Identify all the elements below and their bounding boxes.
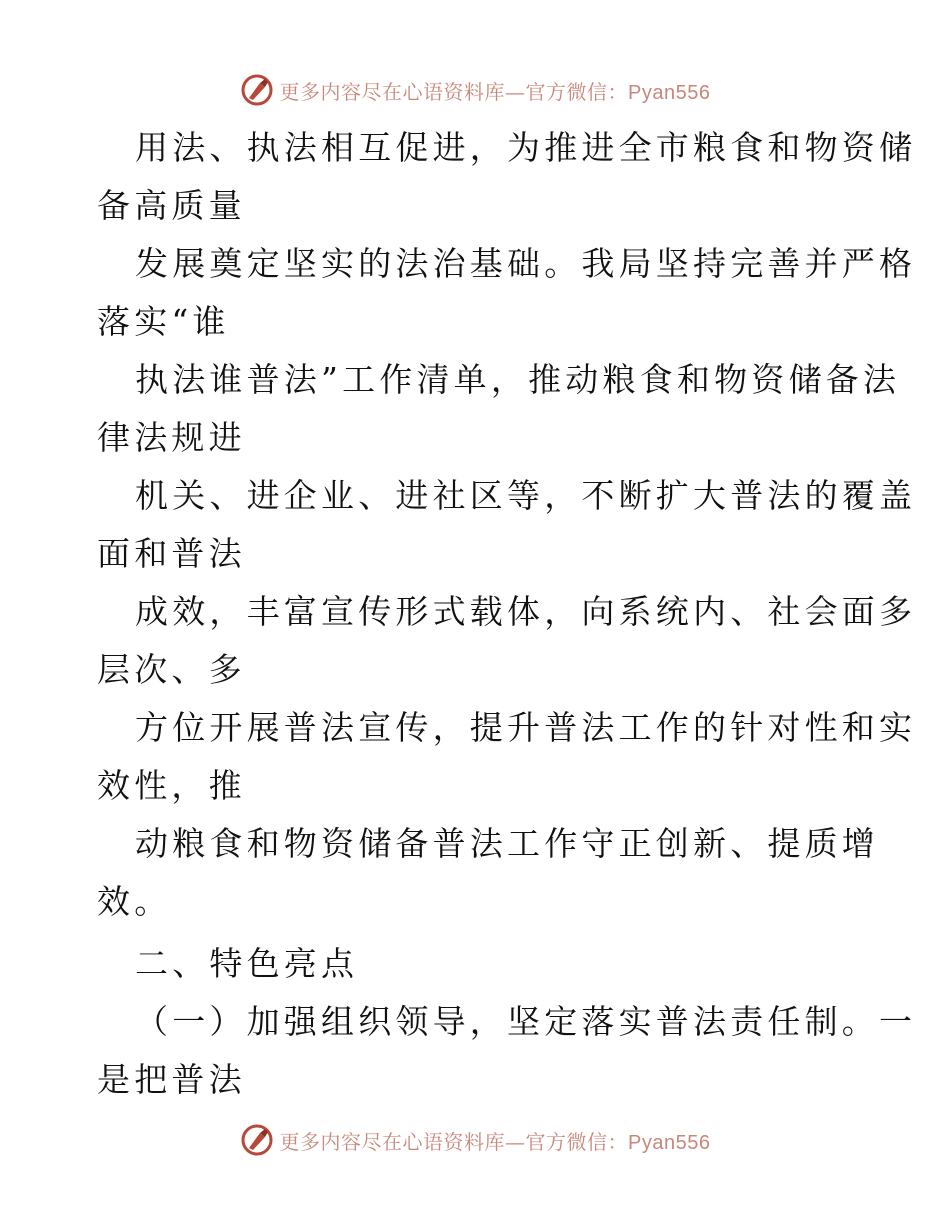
paragraph-line: 机关、进企业、进社区等，不断扩大普法的覆盖 — [135, 476, 917, 515]
watermark-text: 更多内容尽在心语资料库—官方微信：Pyan556 — [279, 79, 711, 104]
paragraph-line: 面和普法 — [97, 534, 246, 573]
paragraph-line: （一）加强组织领导，坚定落实普法责任制。一 — [135, 1002, 917, 1041]
paragraph-line: 效性，推 — [97, 766, 246, 805]
pen-nib-logo-icon — [240, 73, 274, 107]
paragraph-line: 效。 — [97, 882, 172, 921]
section-heading: 二、特色亮点 — [135, 944, 359, 983]
paragraph-line: 用法、执法相互促进，为推进全市粮食和物资储 — [135, 128, 917, 167]
pen-nib-logo-icon — [240, 1123, 274, 1157]
footer-watermark — [0, 1120, 950, 1160]
paragraph-line: 成效，丰富宣传形式载体，向系统内、社会面多 — [135, 592, 917, 631]
paragraph-line: 是把普法 — [97, 1060, 246, 1099]
paragraph-line: 律法规进 — [97, 418, 246, 457]
paragraph-line: 落实“谁 — [97, 302, 230, 341]
paragraph-line: 层次、多 — [97, 650, 246, 689]
header-watermark — [0, 70, 950, 110]
paragraph-line: 动粮食和物资储备普法工作守正创新、提质增 — [135, 824, 879, 863]
paragraph-line: 备高质量 — [97, 186, 246, 225]
paragraph-line: 执法谁普法”工作清单，推动粮食和物资储备法 — [135, 360, 901, 399]
watermark-text: 更多内容尽在心语资料库—官方微信：Pyan556 — [279, 1129, 711, 1154]
paragraph-line: 发展奠定坚实的法治基础。我局坚持完善并严格 — [135, 244, 917, 283]
paragraph-line: 方位开展普法宣传，提升普法工作的针对性和实 — [135, 708, 917, 747]
